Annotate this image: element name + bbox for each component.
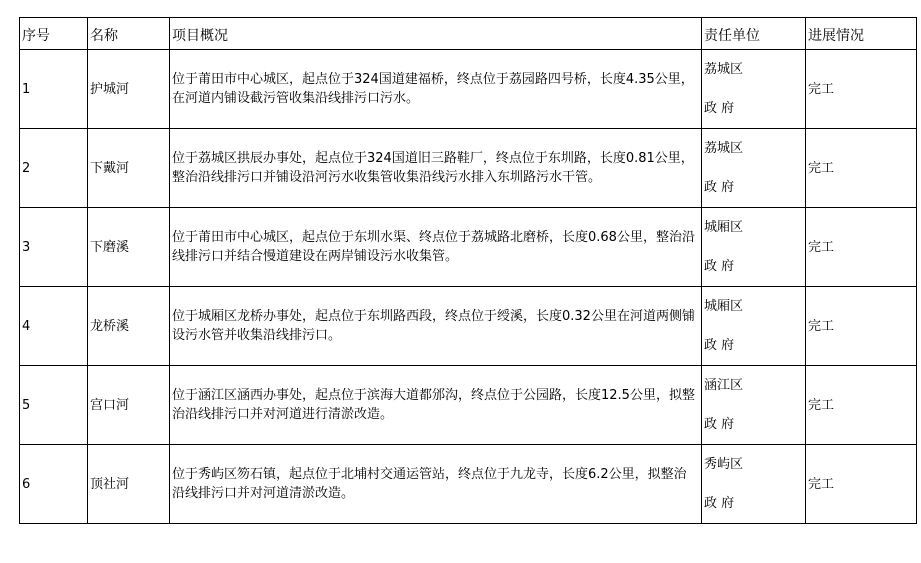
unit-line-1: 城厢区 (704, 220, 744, 235)
cell-desc: 位于莆田市中心城区，起点位于324国道建福桥，终点位于荔园路四号桥，长度4.35公里，在河道内铺设截污管收集沿线排污口污水。 (170, 50, 702, 129)
cell-unit (702, 50, 806, 129)
cell-name: 龙桥溪 (88, 287, 170, 366)
header-desc: 项目概况 (170, 18, 702, 50)
table-row (20, 287, 917, 366)
cell-no: 5 (20, 366, 88, 445)
unit-line-2: 政 府 (704, 259, 735, 274)
header-unit: 责任单位 (702, 18, 806, 50)
table-row (20, 208, 917, 287)
unit-line-2: 政 府 (704, 101, 735, 116)
cell-desc: 位于莆田市中心城区，起点位于东圳水渠、终点位于荔城路北磨桥，长度0.68公里，整治沿线排污口并结合慢道建设在两岸铺设污水收集管。 (170, 208, 702, 287)
cell-no: 1 (20, 50, 88, 129)
cell-status: 完工 (806, 208, 917, 287)
cell-no: 6 (20, 445, 88, 524)
table-row (20, 445, 917, 524)
cell-status: 完工 (806, 50, 917, 129)
cell-name: 宫口河 (88, 366, 170, 445)
cell-status: 完工 (806, 287, 917, 366)
cell-status: 完工 (806, 129, 917, 208)
river-project-table (19, 17, 917, 524)
header-no: 序号 (20, 18, 88, 50)
table-header-row (20, 18, 917, 50)
table-row (20, 129, 917, 208)
cell-desc: 位于涵江区涵西办事处，起点位于滨海大道都邠沟，终点位于公园路，长度12.5公里，拟整治沿线排污口并对河道进行清淤改造。 (170, 366, 702, 445)
cell-desc: 位于城厢区龙桥办事处，起点位于东圳路西段，终点位于绶溪，长度0.32公里在河道两侧铺设污水管并收集沿线排污口。 (170, 287, 702, 366)
unit-line-1: 荔城区 (704, 62, 744, 77)
unit-line-1: 秀屿区 (704, 457, 744, 472)
unit-line-1: 荔城区 (704, 141, 744, 156)
cell-unit (702, 445, 806, 524)
unit-line-1: 城厢区 (704, 299, 744, 314)
cell-unit (702, 208, 806, 287)
unit-line-1: 涵江区 (704, 378, 744, 393)
unit-line-2: 政 府 (704, 496, 735, 511)
header-name: 名称 (88, 18, 170, 50)
cell-unit (702, 287, 806, 366)
unit-line-2: 政 府 (704, 338, 735, 353)
cell-name: 护城河 (88, 50, 170, 129)
cell-no: 3 (20, 208, 88, 287)
cell-status: 完工 (806, 445, 917, 524)
unit-line-2: 政 府 (704, 180, 735, 195)
cell-no: 2 (20, 129, 88, 208)
header-status: 进展情况 (806, 18, 917, 50)
cell-desc: 位于荔城区拱辰办事处，起点位于324国道旧三路鞋厂，终点位于东圳路，长度0.81公里，整治沿线排污口并铺设沿河污水收集管收集沿线污水排入东圳路污水干管。 (170, 129, 702, 208)
cell-unit (702, 129, 806, 208)
cell-name: 下戴河 (88, 129, 170, 208)
cell-name: 下磨溪 (88, 208, 170, 287)
table-row (20, 50, 917, 129)
cell-no: 4 (20, 287, 88, 366)
cell-status: 完工 (806, 366, 917, 445)
cell-name: 顶社河 (88, 445, 170, 524)
table-row (20, 366, 917, 445)
cell-unit (702, 366, 806, 445)
cell-desc: 位于秀屿区笏石镇，起点位于北埔村交通运管站，终点位于九龙寺，长度6.2公里，拟整治沿线排污口并对河道清淤改造。 (170, 445, 702, 524)
unit-line-2: 政 府 (704, 417, 735, 432)
